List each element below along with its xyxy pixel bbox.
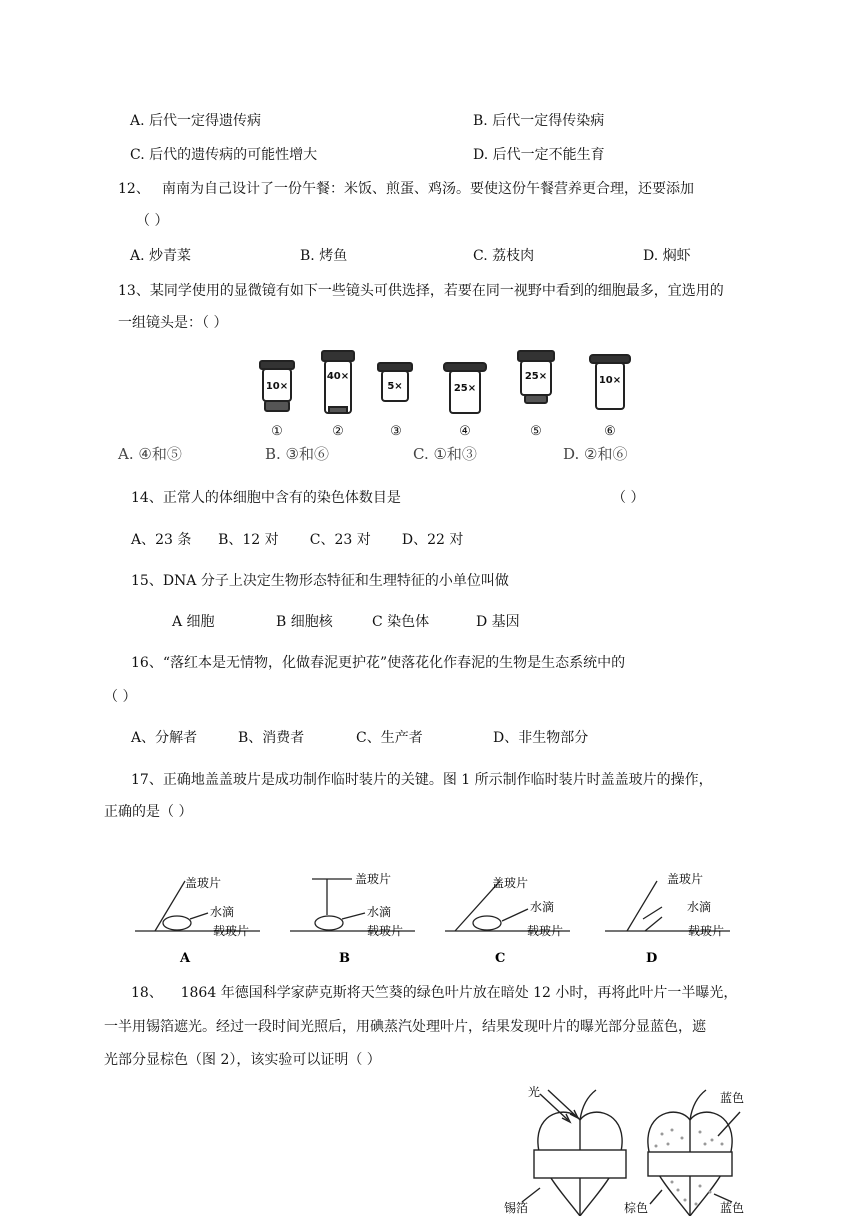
q16-option-b: B、消费者 [238,730,305,746]
q11-option-c: C. 后代的遗传病的可能性增大 [130,147,318,163]
q16-answer-blank: （ ） [104,689,137,705]
lens-2-mark: 40× [326,371,350,382]
option-c-letter: C [495,951,506,966]
b-slide-label: 载玻片 [367,924,404,938]
option-d-letter: D [646,951,658,966]
lens-3-mark: 5× [387,381,403,392]
q12-stem: 南南为自己设计了一份午餐：米饭、煎蛋、鸡汤。要使这份午餐营养更合理，还要添加 [162,181,694,197]
option-b-letter: B [339,951,350,966]
q12-option-a: A. 炒青菜 [130,248,192,264]
b-water-label: 水滴 [367,905,392,919]
d-water-label: 水滴 [687,900,712,914]
leaf-experiment-figure [500,1080,780,1216]
q17-stem-line2: 正确的是（ ） [104,804,193,820]
q15-option-d: D 基因 [476,614,520,630]
light-label: 光 [528,1085,541,1099]
lens-1-mark: 10× [265,381,289,392]
lens-5 [518,351,554,439]
lens-6 [590,355,630,439]
d-slide-label: 载玻片 [688,924,725,938]
c-slide-label: 载玻片 [527,924,564,938]
foil-label: 锡箔 [504,1201,529,1215]
b-cover-label: 盖玻片 [355,872,392,886]
q11-option-b: B. 后代一定得传染病 [473,113,605,129]
lens-3 [378,363,412,439]
q14-options: A、23 条 B、12 对 C、23 对 D、22 对 [131,532,464,548]
microscope-lenses-figure [110,345,670,470]
q11-option-d: D. 后代一定不能生育 [473,147,605,163]
q12-answer-blank: （ ） [136,213,169,229]
lens-4 [444,363,486,439]
q17-stem-line1: 17、正确地盖盖玻片是成功制作临时装片的关键。图 1 所示制作临时装片时盖盖玻片的操作， [131,772,713,788]
lens-3-number: ③ [390,424,402,439]
lens-4-number: ④ [459,424,471,439]
lens-4-mark: 25× [453,383,477,394]
d-cover-label: 盖玻片 [667,872,704,886]
q13-stem-line1: 13、某同学使用的显微镜有如下一些镜头可供选择，若要在同一视野中看到的细胞最多，宜选用的 [118,283,724,299]
brown-label: 棕色 [624,1201,649,1215]
q18-stem-line1: 18、 1864 年德国科学家萨克斯将天竺葵的绿色叶片放在暗处 12 小时，再将此叶片一半曝光， [131,985,738,1001]
a-water-label: 水滴 [210,905,235,919]
lens-1-number: ① [271,424,283,439]
q15-option-c: C 染色体 [372,614,430,630]
q13-option-a: A. ④和⑤ [118,445,182,463]
q18-stem-line3: 光部分显棕色（图 2），该实验可以证明（ ） [104,1052,381,1068]
q12-option-b: B. 烤鱼 [300,248,348,264]
q14-stem: 14、正常人的体细胞中含有的染色体数目是 [131,490,401,506]
lens-1 [260,361,294,439]
q18-stem-line2: 一半用锡箔遮光。经过一段时间光照后，用碘蒸汽处理叶片，结果发现叶片的曝光部分显蓝色，遮 [104,1019,706,1035]
q16-stem: 16、“落红本是无情物，化做春泥更护花”使落花化作春泥的生物是生态系统中的 [131,655,626,671]
q13-option-c: C. ①和③ [413,445,477,463]
c-cover-label: 盖玻片 [492,876,529,890]
q16-option-c: C、生产者 [356,730,423,746]
lens-5-number: ⑤ [530,424,542,439]
q11-option-a: A. 后代一定得遗传病 [130,113,262,129]
q12-option-d: D. 焖虾 [643,248,691,264]
q16-option-a: A、分解者 [131,730,198,746]
q14-answer-blank: （ ） [612,490,645,506]
blue-top-label: 蓝色 [720,1091,745,1105]
lens-6-number: ⑥ [604,424,616,439]
lens-6-mark: 10× [598,375,622,386]
lens-2 [322,351,354,439]
lens-2-number: ② [332,424,344,439]
q12-number: 12、 [118,181,150,197]
option-a-letter: A [180,951,191,966]
q15-stem: 15、DNA 分子上决定生物形态特征和生理特征的小单位叫做 [131,573,509,589]
cover-slip-figure [130,865,740,970]
q13-option-b: B. ③和⑥ [265,445,330,463]
c-water-label: 水滴 [530,900,555,914]
q13-stem-line2: 一组镜头是：（ ） [118,315,228,331]
q16-option-d: D、非生物部分 [493,730,589,746]
blue-bottom-label: 蓝色 [720,1201,745,1215]
q15-option-a: A 细胞 [172,614,215,630]
lens-5-mark: 25× [524,371,548,382]
q12-option-c: C. 荔枝肉 [473,248,535,264]
a-slide-label: 载玻片 [213,924,250,938]
q15-option-b: B 细胞核 [276,614,333,630]
q13-option-d: D. ②和⑥ [563,445,628,463]
a-cover-label: 盖玻片 [185,876,222,890]
